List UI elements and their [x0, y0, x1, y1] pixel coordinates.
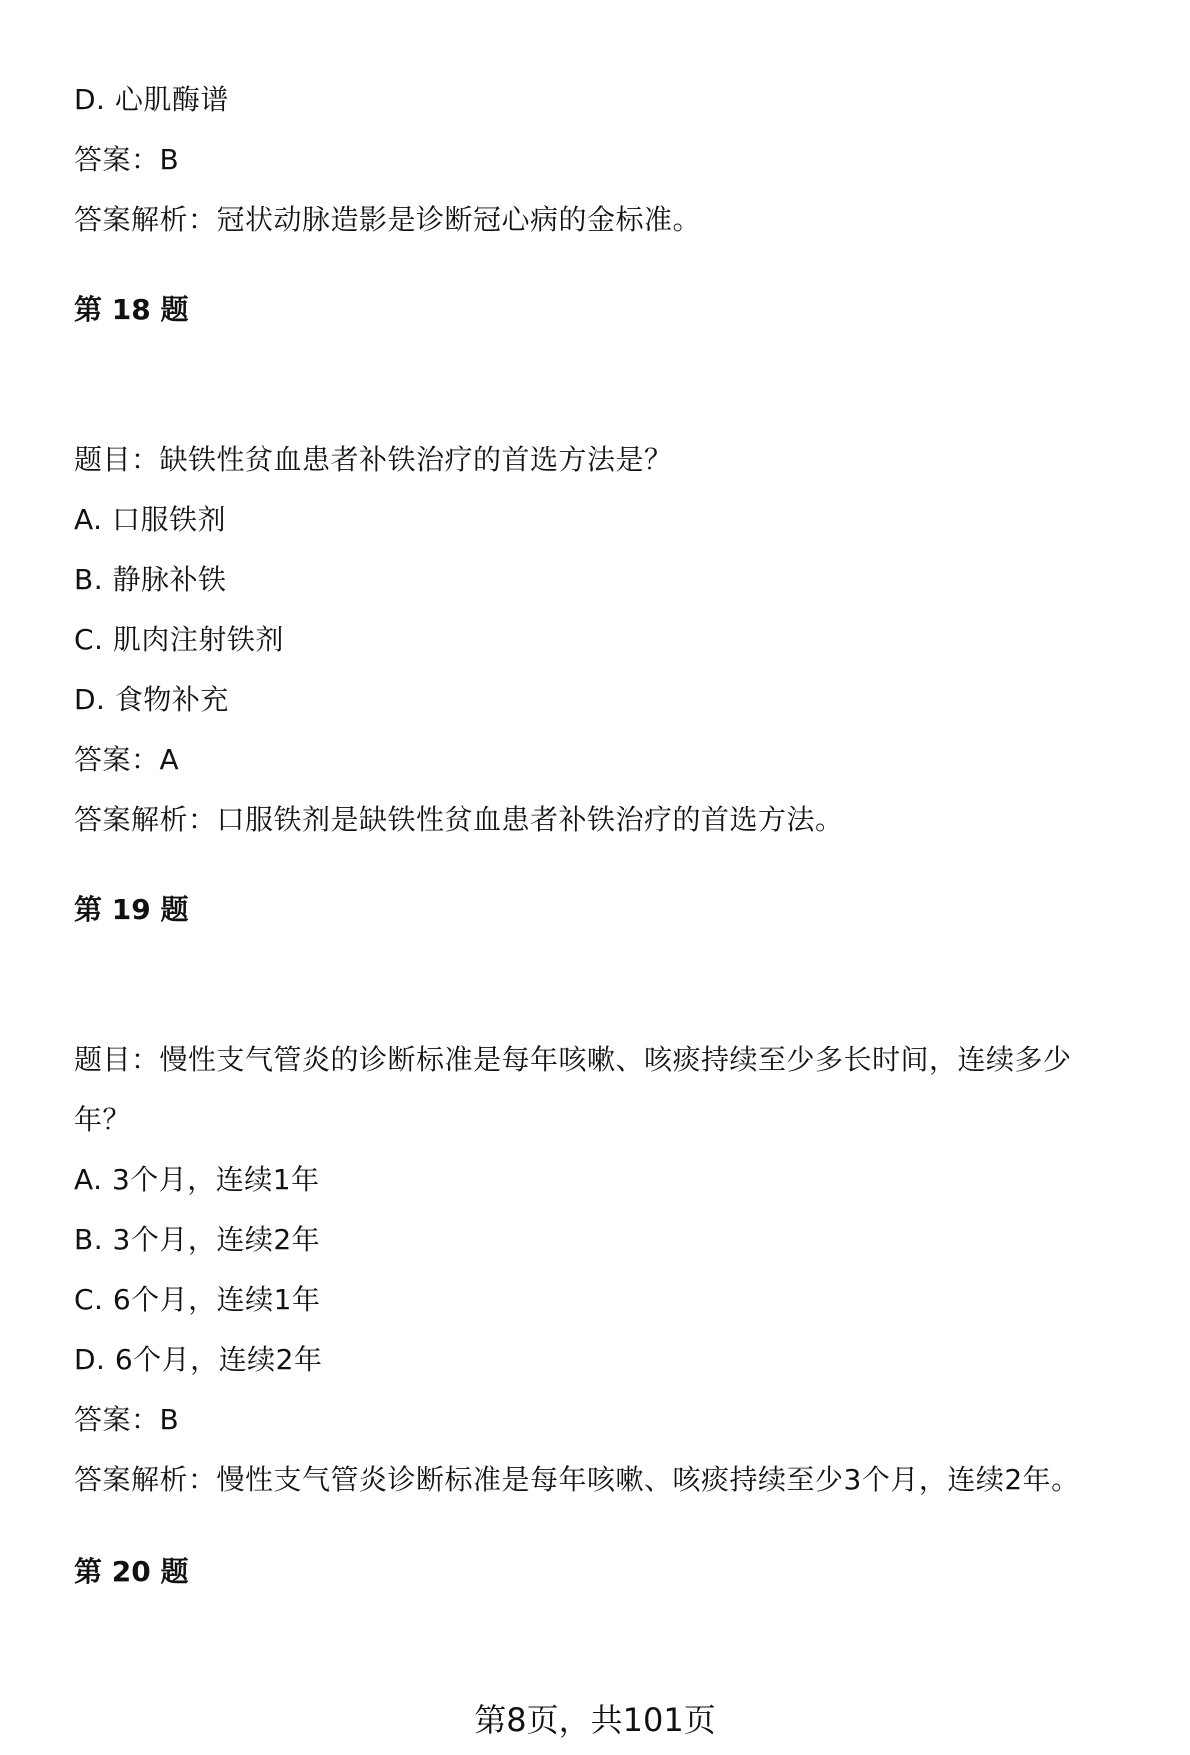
q19-explanation: 答案解析：慢性支气管炎诊断标准是每年咳嗽、咳痰持续至少3个月，连续2年。 [74, 1463, 1080, 1496]
q19-heading: 第 19 题 [74, 893, 189, 926]
q19-option-c: C. 6个月，连续1年 [74, 1283, 321, 1316]
q19-question-line1: 题目：慢性支气管炎的诊断标准是每年咳嗽、咳痰持续至少多长时间，连续多少 [74, 1043, 1072, 1076]
q20-heading: 第 20 题 [74, 1555, 189, 1588]
q17-option-d: D. 心肌酶谱 [74, 83, 229, 116]
page-number-footer: 第8页，共101页 [474, 1701, 716, 1739]
q17-answer: 答案：B [74, 143, 180, 176]
q19-option-b: B. 3个月，连续2年 [74, 1223, 321, 1256]
q19-question-line2: 年？ [74, 1103, 132, 1136]
q18-option-b: B. 静脉补铁 [74, 563, 227, 596]
q18-option-d: D. 食物补充 [74, 683, 229, 716]
q18-option-a: A. 口服铁剂 [74, 503, 226, 536]
q19-option-d: D. 6个月，连续2年 [74, 1343, 323, 1376]
q18-question: 题目：缺铁性贫血患者补铁治疗的首选方法是？ [74, 443, 673, 476]
q18-option-c: C. 肌肉注射铁剂 [74, 623, 284, 656]
q19-option-a: A. 3个月，连续1年 [74, 1163, 320, 1196]
q19-answer: 答案：B [74, 1403, 180, 1436]
q18-heading: 第 18 题 [74, 293, 189, 326]
q18-explanation: 答案解析：口服铁剂是缺铁性贫血患者补铁治疗的首选方法。 [74, 803, 844, 836]
q18-answer: 答案：A [74, 743, 180, 776]
q17-explanation: 答案解析：冠状动脉造影是诊断冠心病的金标准。 [74, 203, 702, 236]
